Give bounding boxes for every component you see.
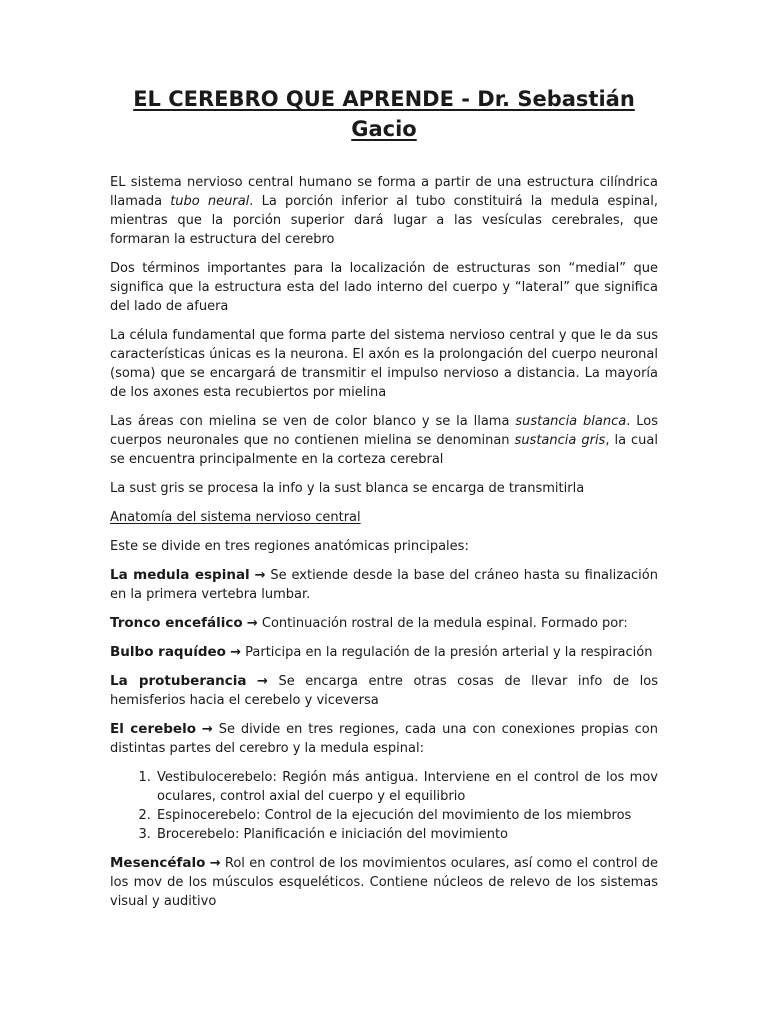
arrow-right-icon: → [246,616,258,631]
term-label: La medula espinal [110,567,250,583]
list-item: 2. Espinocerebelo: Control de la ejecución del movimiento de los miembros [155,806,658,825]
term-label: Bulbo raquídeo [110,644,226,660]
text-run: . Los cuerpos neuronales que no contienen mielina se denominan [110,414,658,448]
paragraph-sustancias [110,412,658,469]
paragraph-sust-gris: La sust gris se procesa la info y la sust blanca se encarga de transmitirla [110,481,585,496]
arrow-right-icon: → [209,856,221,871]
section-heading [110,508,658,527]
term-description: Participa en la regulación de la presión arterial y la respiración [245,645,653,660]
arrow-right-icon: → [254,568,266,583]
term-label: La protuberancia [110,673,247,689]
term-description: Se divide en tres regiones, cada una con conexiones propias con distintas partes del cerebro y la medula espinal: [110,722,659,756]
term-bulbo-raquideo [110,643,658,662]
term-tronco-encefalico [110,614,658,633]
text-run: , la cual se encuentra principalmente en la corteza cerebral [110,433,658,467]
italic-term: sustancia gris [514,433,606,448]
text-run: . La porción inferior al tubo constituirá la medula espinal, mientras que la porción superior dará lugar a las vesículas cerebrales, que formaran la estructura del cerebro [110,194,659,247]
term-description: Continuación rostral de la medula espinal. Formado por: [261,616,628,631]
list-item: 1. Vestibulocerebelo: Región más antigua. Interviene en el control de los mov oculares, control axial del cuerpo y el equilibrio [155,768,658,806]
term-label: Mesencéfalo [110,855,206,871]
term-description: Rol en control de los movimientos oculares, así como el control de los mov de los músculos esqueléticos. Contiene núcleos de relevo de los sistemas visual y auditivo [110,856,658,909]
text-run: Las áreas con mielina se ven de color blanco y se la llama [110,414,516,429]
term-label: El cerebelo [110,721,196,737]
term-protuberancia [110,672,658,710]
italic-term: sustancia blanca [515,414,627,429]
term-description: Se encarga entre otras cosas de llevar info de los hemisferios hacia el cerebelo y viceversa [110,674,658,708]
cerebelo-regions-list [110,768,658,844]
paragraph-neurona: La célula fundamental que forma parte del sistema nervioso central y que le da sus características únicas es la neurona. El axón es la prolongación del cuerpo neuronal (soma) que se encargará de transmitir el impulso nervioso a distancia. La mayoría de los axones esta recubiertos por mielina [110,328,658,400]
term-label: Tronco encefálico [110,615,243,631]
arrow-right-icon: → [257,674,268,689]
document-title: EL CEREBRO QUE APRENDE - Dr. Sebastián Gacio [133,87,635,141]
section-heading-text: Anatomía del sistema nervioso central [110,510,361,525]
paragraph-regiones: Este se divide en tres regiones anatómicas principales: [110,539,469,554]
paragraph-tubo-neural [110,173,658,249]
arrow-right-icon: → [230,645,241,660]
term-description: Se extiende desde la base del cráneo hasta su finalización en la primera vertebra lumbar. [110,568,658,602]
arrow-right-icon: → [201,722,213,737]
term-medula-espinal [110,566,658,604]
term-cerebelo [110,720,658,758]
term-mesencefalo [110,854,658,911]
paragraph-medial-lateral: Dos términos importantes para la localización de estructuras son “medial” que significa que la estructura esta del lado interno del cuerpo y “lateral” que significa del lado de afuera [110,261,658,314]
list-item: 3. Brocerebelo: Planificación e iniciación del movimiento [155,825,658,844]
text-run: EL sistema nervioso central humano se forma a partir de una estructura cilíndrica llamada [110,175,658,209]
italic-term: tubo neural [170,194,250,209]
